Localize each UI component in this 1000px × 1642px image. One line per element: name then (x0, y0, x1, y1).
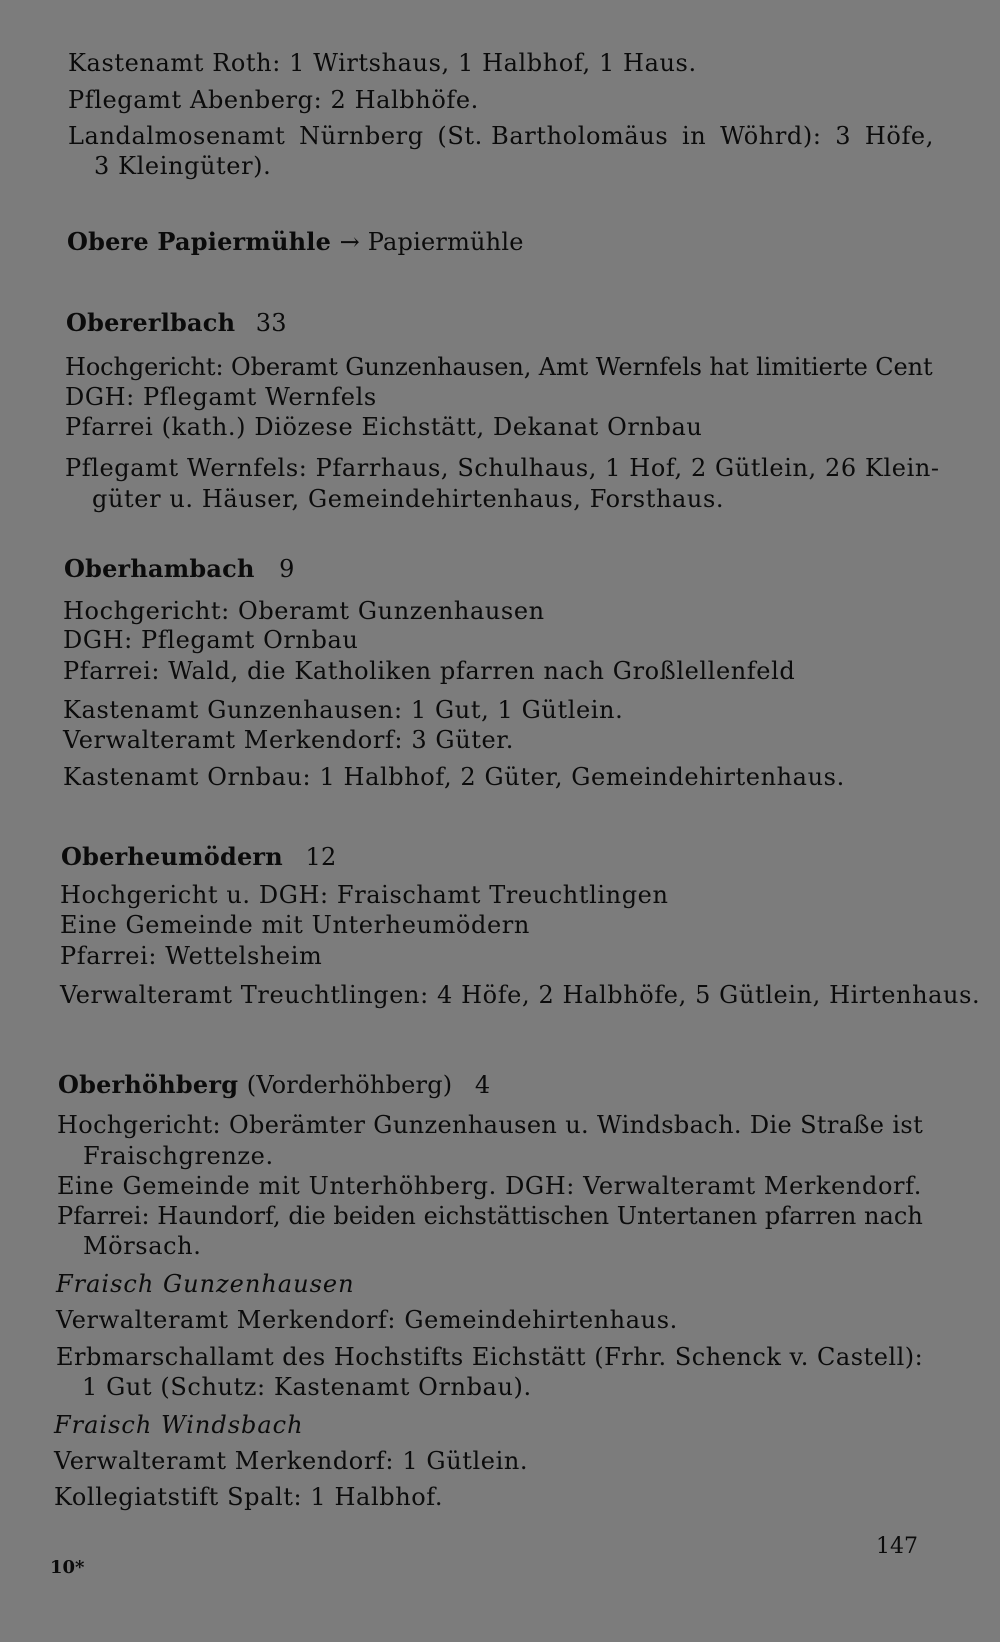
word: Wöhrd): (720, 122, 822, 150)
place-number: 33 (255, 309, 287, 337)
cross-reference: → Papiermühle (339, 228, 524, 256)
place-name: Oberhambach (64, 554, 255, 583)
oberheumoedern-line-2: Eine Gemeinde mit Unterheumödern (60, 911, 530, 939)
oberhoehberg-line-5: Mörsach. (83, 1232, 202, 1260)
oberhoehberg-line-6: Verwalteramt Merkendorf: Gemeindehirtenhaus. (56, 1306, 678, 1334)
oberhambach-line-2: DGH: Pflegamt Ornbau (63, 626, 359, 654)
place-number: 4 (474, 1071, 491, 1099)
obererlbach-line-4: Pflegamt Wernfels: Pfarrhaus, Schulhaus, 1 Hof, 2 Gütlein, 26 Klein- (65, 454, 940, 482)
word: Höfe, (864, 122, 934, 150)
oberhambach-line-6: Kastenamt Ornbau: 1 Halbhof, 2 Güter, Gemeindehirtenhaus. (63, 763, 845, 791)
oberhambach-line-3: Pfarrei: Wald, die Katholiken pfarren nach Großlellenfeld (63, 657, 796, 685)
obererlbach-line-1: Hochgericht: Oberamt Gunzenhausen, Amt Wernfels hat limitierte Cent (65, 353, 933, 381)
oberhambach-line-1: Hochgericht: Oberamt Gunzenhausen (63, 597, 545, 625)
place-name: Obererlbach (66, 308, 236, 337)
obererlbach-line-2: DGH: Pflegamt Wernfels (65, 383, 377, 411)
oberhoehberg-line-7: Erbmarschallamt des Hochstifts Eichstätt (Frhr. Schenck v. Castell): (56, 1343, 924, 1371)
place-number: 9 (279, 555, 295, 583)
oberheumoedern-line-1: Hochgericht u. DGH: Fraischamt Treuchtlingen (60, 881, 669, 909)
fraisch-subheading-gunzenhausen: Fraisch Gunzenhausen (56, 1270, 355, 1298)
oberheumoedern-line-3: Pfarrei: Wettelsheim (60, 942, 323, 970)
oberhambach-line-5: Verwalteramt Merkendorf: 3 Güter. (63, 726, 514, 754)
oberhoehberg-line-1: Hochgericht: Oberämter Gunzenhausen u. Windsbach. Die Straße ist (57, 1111, 924, 1139)
oberhoehberg-line-9: Verwalteramt Merkendorf: 1 Gütlein. (54, 1447, 529, 1475)
word: Landalmosenamt (68, 122, 286, 150)
oberhoehberg-line-2: Fraischgrenze. (83, 1142, 274, 1170)
top-line-2: Pflegamt Abenberg: 2 Halbhöfe. (68, 86, 479, 114)
obererlbach-line-5: güter u. Häuser, Gemeindehirtenhaus, Forsthaus. (92, 485, 725, 513)
obererlbach-line-3: Pfarrei (kath.) Diözese Eichstätt, Dekanat Ornbau (65, 413, 703, 441)
entry-heading-obere-papiermuehle (67, 227, 524, 257)
place-name: Oberhöhberg (58, 1070, 239, 1099)
fraisch-subheading-windsbach: Fraisch Windsbach (54, 1411, 304, 1439)
place-name: Obere Papiermühle (67, 227, 332, 256)
printer-signature: 10* (50, 1557, 85, 1578)
word: (St. Bartholomäus (437, 122, 669, 150)
entry-heading-oberheumoedern (61, 842, 336, 872)
word: 3 (835, 122, 852, 150)
alternate-name: (Vorderhöhberg) (246, 1071, 453, 1099)
entry-heading-oberhambach (64, 554, 295, 584)
entry-heading-oberhoehberg (58, 1070, 490, 1100)
oberhoehberg-line-4: Pfarrei: Haundorf, die beiden eichstättischen Untertanen pfarren nach (57, 1202, 923, 1230)
word: Nürnberg (299, 122, 424, 150)
top-line-1: Kastenamt Roth: 1 Wirtshaus, 1 Halbhof, 1 Haus. (68, 49, 697, 77)
oberheumoedern-line-4: Verwalteramt Treuchtlingen: 4 Höfe, 2 Halbhöfe, 5 Gütlein, Hirtenhaus. (60, 981, 981, 1009)
page-number: 147 (876, 1534, 918, 1559)
entry-heading-obererlbach (66, 308, 287, 338)
oberhoehberg-line-3: Eine Gemeinde mit Unterhöhberg. DGH: Verwalteramt Merkendorf. (57, 1172, 922, 1200)
top-line-4: 3 Kleingüter). (94, 152, 272, 180)
place-name: Oberheumödern (61, 842, 283, 871)
oberhambach-line-4: Kastenamt Gunzenhausen: 1 Gut, 1 Gütlein. (63, 696, 624, 724)
oberhoehberg-line-10: Kollegiatstift Spalt: 1 Halbhof. (54, 1483, 444, 1511)
place-number: 12 (305, 843, 337, 871)
word: in (682, 122, 707, 150)
oberhoehberg-line-8: 1 Gut (Schutz: Kastenamt Ornbau). (82, 1373, 532, 1401)
top-line-3 (68, 121, 934, 151)
